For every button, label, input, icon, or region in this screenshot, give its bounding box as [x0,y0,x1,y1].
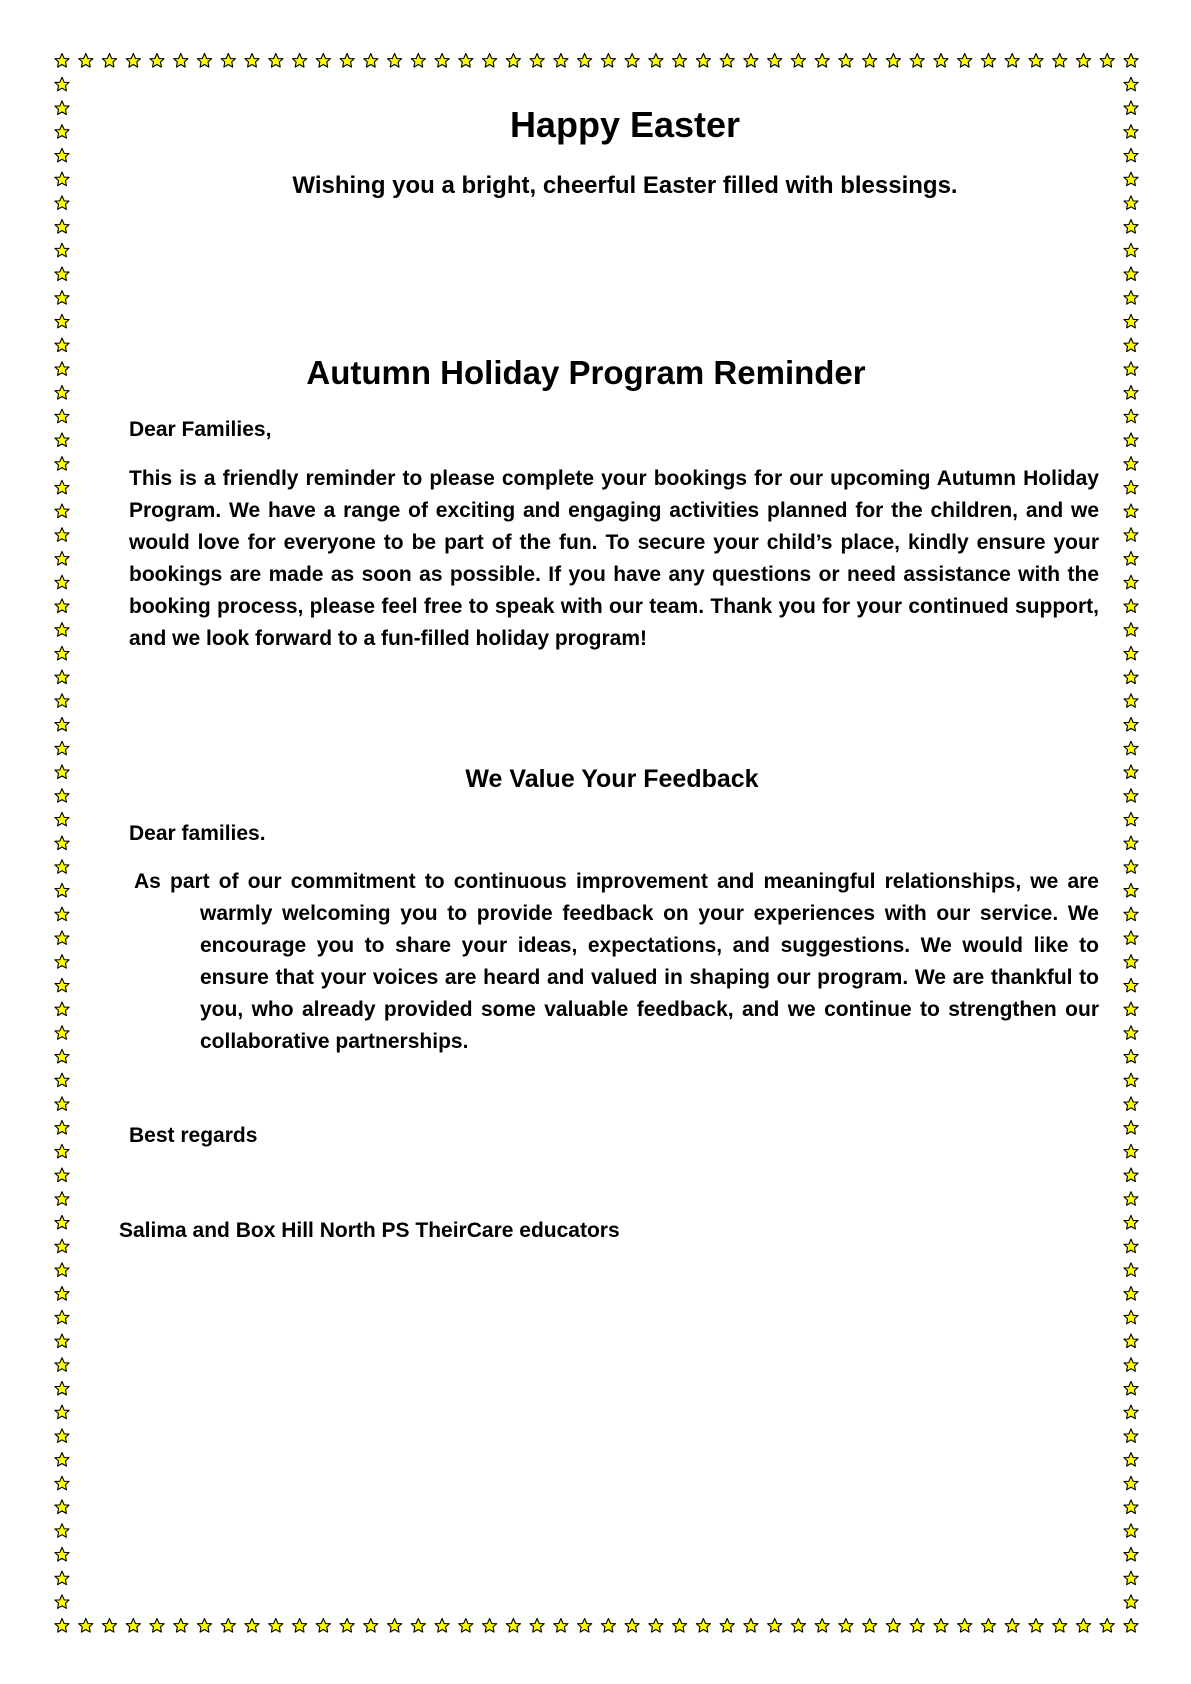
autumn-program-title: Autumn Holiday Program Reminder [306,354,866,391]
easter-subtitle: Wishing you a bright, cheerful Easter filled with blessings. [292,172,958,199]
feedback-paragraph: As part of our commitment to continuous improvement and meaningful relationships, we are warmly welcoming you to provide feedback on your experiences with our service. We encourage you to share your ideas, expectations, and suggestions. We would like to ensure that your voices are heard and valued in shaping our program. We are thankful to you, who already provided some valuable feedback, and we continue to strengthen our collaborative partnerships. [134,870,1099,1053]
autumn-greeting: Dear Families, [129,418,272,441]
autumn-reminder-paragraph: This is a friendly reminder to please complete your bookings for our upcoming Autumn Holiday Program. We have a range of exciting and engaging activities planned for the children, and we would love for everyone to be part of the fun. To secure your child’s place, kindly ensure your bookings are made as soon as possible. If you have any questions or need assistance with the booking process, please feel free to speak with our team. Thank you for your continued support, and we look forward to a fun-filled holiday program! [129,467,1099,650]
signature: Salima and Box Hill North PS TheirCare educators [119,1219,620,1242]
closing-line: Best regards [129,1124,258,1147]
easter-title: Happy Easter [509,104,741,145]
feedback-greeting: Dear families. [129,822,266,845]
feedback-title: We Value Your Feedback [465,765,759,793]
